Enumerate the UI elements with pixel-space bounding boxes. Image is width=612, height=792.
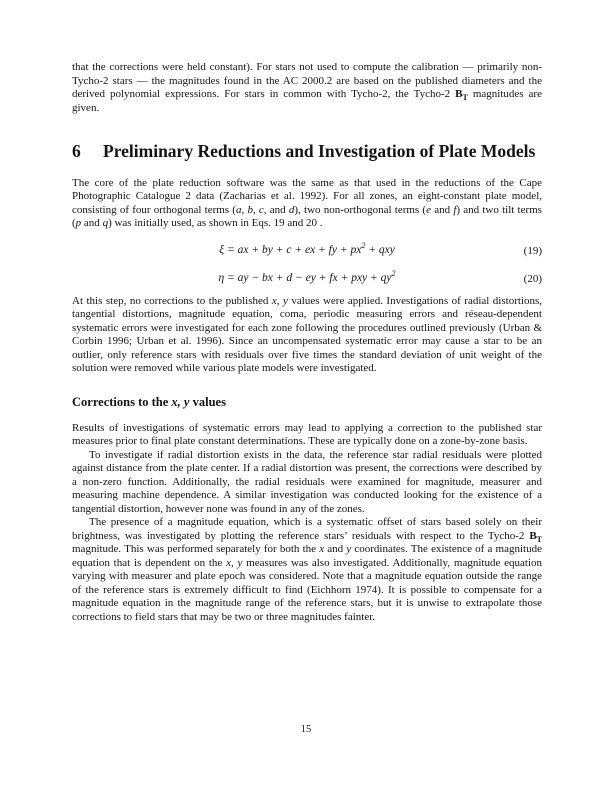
equation-block [72,240,542,286]
text-column [72,61,542,624]
section-heading [72,141,542,163]
paragraph-investigations: At this step, no corrections to the published x, y values were applied. Investigations of radial distortions, tangential distortions, magnitude equation, coma, periodic measuring errors and réseau-dependent systematic errors were investigated for each zone following the procedures outlined previously (Urban & Corbin 1996; Urban et al. 1996). Since an uncompensated systematic error may cause a star to be an outlier, only reference stars with residuals over five times the standard deviation of unit weight of the solution were removed while various plate models were investigated. [72,294,543,374]
section-title: Preliminary Reductions and Investigation of Plate Models [103,141,536,161]
equation-20 [72,268,542,286]
page-number: 15 [300,724,312,735]
paragraph-magnitude-equation: The presence of a magnitude equation, which is a systematic offset of stars based solely on their brightness, was investigated by plotting the reference stars’ residuals with respect to the Tycho-2 $B_T$ magnitude. This was performed separately for both the x and y coordinates. The existence of a magnitude equation that is dependent on the x, y measures was also investigated. Additionally, magnitude equation varying with measurer and plate epoch was considered. Note that a magnitude equation outside the range of the reference stars is extremely difficult to find (Eichhorn 1974). It is possible to compensate for a magnitude equation in the magnitude range of the reference stars, but it is unwise to extrapolate those corrections to field stars that may be two or three magnitudes fainter. [72,516,542,623]
equation-19-body: ξ = ax + by + c + ex + fy + $px^2$ + qxy [219,240,395,256]
intro-paragraph: that the corrections were held constant). For stars not used to compute the calibration — primarily non-Tycho-2 stars — the magnitudes found in the AC 2000.2 are based on the published diameters and the derived polynomial expressions. For stars in common with Tycho-2, the Tycho-2 $B_T$ magnitudes are given. [72,61,542,114]
section-number: 6 [72,141,81,161]
equation-19-number: (19) [523,244,542,257]
equation-20-number: (20) [523,272,542,285]
subsection-heading: Corrections to the x, y values [72,394,226,409]
equation-19 [72,240,542,258]
paragraph-radial-distortion: To investigate if radial distortion exists in the data, the reference star radial residuals were plotted against distance from the plate center. If a radial distortion was present, the corrections were described by a non-zero function. Additionally, the radial residuals were examined for magnitude, measurer and measuring machine dependence. A similar investigation was conducted looking for the existence of a tangential distortion, however none was found in any of the zones. [72,448,542,515]
paragraph-corrections-results: Results of investigations of systematic errors may lead to applying a correction to the published star measures prior to final plate constant determinations. These are typically done on a zone-by-zone basis. [72,421,542,447]
paragraph-plate-model: The core of the plate reduction software was the same as that used in the reductions of the Cape Photographic Catalogue 2 data (Zacharias et al. 1992). For all zones, an eight-constant plate model, consisting of four orthogonal terms (a, b, c, and d), two non-orthogonal terms (e and f) and two tilt terms (p and q) was initially used, as shown in Eqs. 19 and 20 . [72,176,542,229]
equation-20-body: η = ay − bx + d − ey + fx + pxy + $qy^2$ [218,268,396,284]
